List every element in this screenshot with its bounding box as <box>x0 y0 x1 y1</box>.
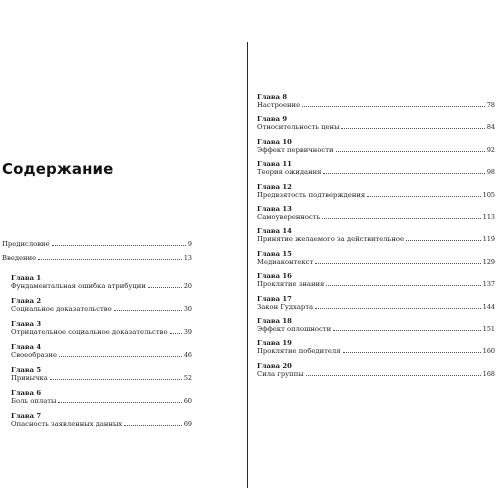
dot-leader <box>326 284 480 286</box>
left-page-toc <box>2 240 192 435</box>
toc-entry-title: Социальное доказательство <box>11 305 112 313</box>
chapter-label: Глава 12 <box>257 182 292 191</box>
chapter-entry <box>257 317 495 333</box>
toc-title: Содержание <box>2 160 114 178</box>
toc-entry-title: Сила группы <box>257 369 304 378</box>
toc-entry-line <box>257 235 495 243</box>
toc-entry-page-number: 39 <box>183 328 192 336</box>
chapter-entry <box>11 412 192 428</box>
chapter-entry <box>257 205 495 221</box>
toc-entry-page-number: 151 <box>482 324 495 333</box>
toc-entry-title: Отрицательное социальное доказательство <box>11 328 168 336</box>
toc-entry-line <box>11 397 192 405</box>
dot-leader <box>322 217 481 219</box>
chapter-entry <box>257 93 495 109</box>
toc-entry-page-number: 113 <box>482 212 495 221</box>
toc-entry-title: Эффект оплошности <box>257 324 332 333</box>
toc-entry-line <box>257 191 495 199</box>
chapter-entry <box>11 320 192 336</box>
toc-entry-title: Привычка <box>11 374 48 382</box>
toc-entry-line <box>257 347 495 355</box>
toc-entry-line <box>257 101 495 109</box>
toc-entry-line <box>257 168 495 176</box>
toc-entry-title: Фундаментальная ошибка атрибуции <box>11 282 146 290</box>
toc-entry-line <box>257 258 495 266</box>
toc-entry-title: Самоуверенность <box>257 212 321 221</box>
toc-entry-title: Теория ожидания <box>257 168 322 177</box>
toc-entry-title: Принятие желаемого за действительное <box>257 235 404 244</box>
toc-entry-page-number: 13 <box>183 254 192 262</box>
dot-leader <box>341 127 484 129</box>
toc-entry-page-number: 84 <box>486 123 495 132</box>
toc-entry-line <box>257 213 495 221</box>
toc-entry-title: Проклятие победителя <box>257 347 341 356</box>
chapter-entry <box>257 339 495 355</box>
toc-entry-line <box>257 280 495 288</box>
chapter-entry <box>257 138 495 154</box>
chapter-label: Глава 8 <box>257 93 288 101</box>
chapter-entry <box>257 295 495 311</box>
dot-leader <box>124 424 182 426</box>
chapter-entry <box>257 115 495 131</box>
chapter-entry <box>257 250 495 266</box>
chapter-label: Глава 19 <box>257 339 292 348</box>
chapter-label: Глава 3 <box>11 320 42 328</box>
toc-entry-page-number: 144 <box>482 302 495 311</box>
toc-entry-page-number: 46 <box>183 351 192 359</box>
dot-leader <box>315 262 481 264</box>
toc-entry-title: Проклятие знания <box>257 280 325 289</box>
chapter-label: Глава 5 <box>11 366 42 374</box>
toc-entry-title: Предисловие <box>2 240 50 248</box>
page-gutter-divider <box>247 42 248 488</box>
toc-entry-title: Медиаконтекст <box>257 257 314 266</box>
chapter-label: Глава 17 <box>257 294 292 303</box>
dot-leader <box>38 258 182 260</box>
chapter-label: Глава 10 <box>257 137 292 146</box>
dot-leader <box>323 172 484 174</box>
front-matter-list <box>2 240 192 262</box>
toc-entry-line <box>11 374 192 382</box>
toc-entry-page-number: 129 <box>482 257 495 266</box>
toc-entry-title: Закон Гудхарта <box>257 302 314 311</box>
dot-leader <box>58 401 181 403</box>
toc-entry-title: Боль оплаты <box>11 397 57 405</box>
chapter-entry <box>11 297 192 313</box>
toc-entry-page-number: 98 <box>486 168 495 177</box>
toc-entry-title: Своеобразие <box>11 351 57 359</box>
dot-leader <box>406 239 481 241</box>
toc-entry-title: Настроение <box>257 101 301 109</box>
toc-entry-line <box>11 282 192 290</box>
toc-entry-page-number: 78 <box>486 101 495 109</box>
chapter-label: Глава 9 <box>257 115 288 124</box>
chapter-entry <box>257 227 495 243</box>
dot-leader <box>302 105 485 107</box>
toc-entry-title: Предвзятость подтверждения <box>257 190 366 199</box>
chapter-label: Глава 15 <box>257 249 292 258</box>
toc-entry-line <box>11 328 192 336</box>
toc-entry-page-number: 30 <box>183 305 192 313</box>
toc-entry-line <box>257 123 495 131</box>
toc-entry-title: Опасность заявленных данных <box>11 420 123 428</box>
dot-leader <box>170 332 182 334</box>
toc-entry-page-number: 92 <box>486 145 495 154</box>
toc-entry-title: Относительность цены <box>257 123 340 132</box>
chapter-label: Глава 20 <box>257 361 292 370</box>
toc-entry-line <box>11 305 192 313</box>
chapter-entry <box>11 274 192 290</box>
chapter-entry <box>257 272 495 288</box>
chapter-entry <box>257 183 495 199</box>
toc-entry-page-number: 168 <box>482 369 495 378</box>
toc-entry-page-number: 160 <box>482 347 495 356</box>
chapter-label: Глава 18 <box>257 316 292 325</box>
toc-entry-title: Введение <box>2 254 37 262</box>
toc-entry-line <box>11 351 192 359</box>
chapter-label: Глава 7 <box>11 412 42 420</box>
dot-leader <box>367 195 481 197</box>
toc-entry-page-number: 137 <box>482 280 495 289</box>
front-matter-entry <box>2 254 192 262</box>
dot-leader <box>343 351 481 353</box>
toc-entry-page-number: 9 <box>187 240 192 248</box>
dot-leader <box>333 329 481 331</box>
toc-entry-page-number: 69 <box>183 420 192 428</box>
toc-entry-page-number: 60 <box>183 397 192 405</box>
chapter-label: Глава 1 <box>11 274 42 282</box>
toc-entry-page-number: 119 <box>482 235 495 244</box>
chapter-label: Глава 16 <box>257 272 292 281</box>
dot-leader <box>306 374 481 376</box>
toc-entry-line <box>257 303 495 311</box>
right-page-toc <box>257 93 495 384</box>
toc-entry-page-number: 52 <box>183 374 192 382</box>
dot-leader <box>315 307 481 309</box>
dot-leader <box>52 244 186 246</box>
toc-entry-line <box>2 254 192 262</box>
chapter-label: Глава 11 <box>257 160 292 169</box>
right-chapter-list <box>257 93 495 378</box>
toc-entry-page-number: 20 <box>183 282 192 290</box>
chapter-entry <box>11 343 192 359</box>
chapter-label: Глава 6 <box>11 389 42 397</box>
toc-entry-line <box>11 420 192 428</box>
dot-leader <box>50 378 182 380</box>
dot-leader <box>148 286 182 288</box>
chapter-entry <box>11 366 192 382</box>
dot-leader <box>336 150 485 152</box>
toc-entry-title: Эффект первичности <box>257 145 334 154</box>
chapter-entry <box>11 389 192 405</box>
toc-entry-line <box>257 325 495 333</box>
chapter-label: Глава 13 <box>257 204 292 213</box>
chapter-label: Глава 14 <box>257 227 292 236</box>
toc-entry-line <box>257 370 495 378</box>
left-chapter-list <box>2 274 192 428</box>
dot-leader <box>114 309 182 311</box>
toc-entry-page-number: 105 <box>482 190 495 199</box>
chapter-label: Глава 2 <box>11 297 42 305</box>
toc-entry-line <box>257 146 495 154</box>
chapter-label: Глава 4 <box>11 343 42 351</box>
toc-entry-line <box>2 240 192 248</box>
front-matter-entry <box>2 240 192 248</box>
dot-leader <box>59 355 182 357</box>
chapter-entry <box>257 160 495 176</box>
chapter-entry <box>257 362 495 378</box>
